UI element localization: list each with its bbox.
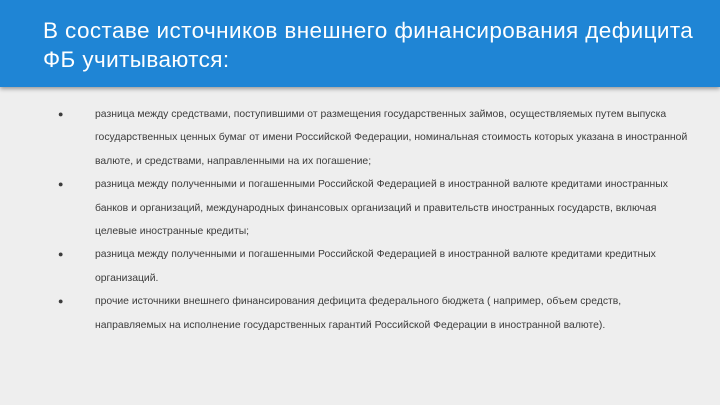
bullet-list — [58, 103, 688, 337]
list-item — [58, 173, 688, 243]
list-item-text: прочие источники внешнего финансирования дефицита федерального бюджета ( например, объем средств, направляемых на исполнение государственных гарантий Российской Федерации в иностранной валюте). — [95, 296, 622, 331]
list-item — [58, 243, 688, 290]
bullet-icon: ● — [58, 179, 64, 190]
list-item — [58, 290, 688, 337]
slide-title: В составе источников внешнего финансирования дефицита ФБ учитываются: — [43, 18, 694, 72]
list-item-text: разница между полученными и погашенными Российской Федерацией в иностранной валюте кредитами иностранных банков и организаций, международных финансовых организаций и правительств иностранных государств, включая целевые иностранные кредиты; — [95, 179, 668, 238]
bullet-icon: ● — [58, 109, 64, 119]
list-item-text: разница между средствами, поступившими от размещения государственных займов, осуществляемых путем выпуска государственных ценных бумаг от имени Российской Федерации, номинальная стоимость которых указана в иностранной валюте, и средствами, направленными на их погашение; — [95, 109, 688, 167]
list-item-text: разница между полученными и погашенными Российской Федерацией в иностранной валюте кредитами кредитных организаций. — [95, 249, 656, 284]
bullet-icon: ● — [58, 296, 64, 307]
title-bar — [0, 0, 720, 87]
list-item — [58, 103, 688, 173]
bullet-icon: ● — [58, 249, 64, 260]
